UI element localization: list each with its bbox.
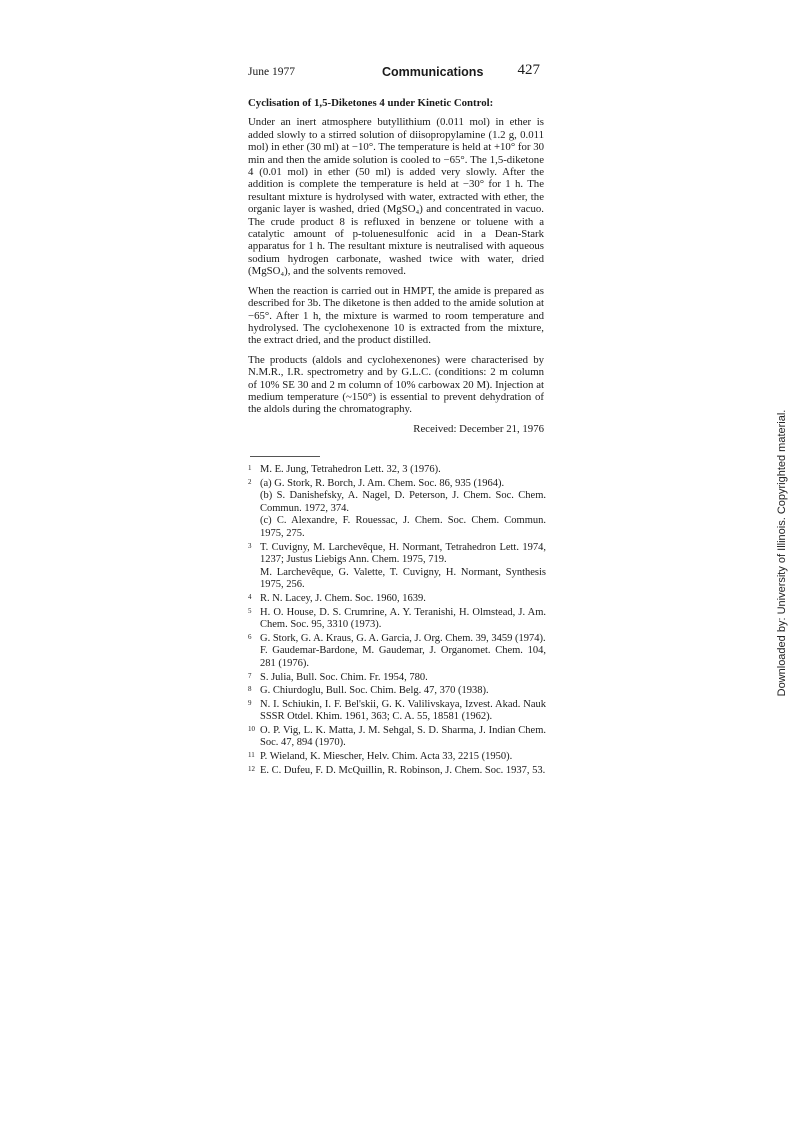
reference-line: G. Chiurdoglu, Bull. Soc. Chim. Belg. 47, 370 (1938). bbox=[260, 685, 489, 697]
paragraph: The products (aldols and cyclohexenones) were characterised by N.M.R., I.R. spectrometry and by G.L.C. (conditions: 2 m column of 10% SE 30 and 2 m column of 10% carbowax 20 M). Injection at medium temperature (~150°) is essential to prevent dehydration of the aldols during the chromatography. bbox=[248, 353, 544, 416]
reference-number: 4 bbox=[248, 592, 252, 601]
article-body bbox=[248, 97, 544, 442]
reference-number: 7 bbox=[248, 671, 252, 680]
header-section: Communications bbox=[382, 65, 484, 79]
reference-number: 6 bbox=[248, 632, 252, 641]
reference-line: F. Gaudemar-Bardone, M. Gaudemar, J. Organomet. Chem. 104, 281 (1976). bbox=[260, 645, 546, 669]
header-date: June 1977 bbox=[248, 66, 295, 78]
reference-number: 9 bbox=[248, 698, 252, 707]
reference-line: E. C. Dufeu, F. D. McQuillin, R. Robinson, J. Chem. Soc. 1937, 53. bbox=[260, 764, 546, 776]
received-date: Received: December 21, 1976 bbox=[413, 422, 544, 435]
reference-item bbox=[248, 685, 546, 698]
reference-line: (a) G. Stork, R. Borch, J. Am. Chem. Soc. 86, 935 (1964). bbox=[260, 477, 505, 489]
reference-item bbox=[248, 593, 546, 606]
reference-item bbox=[248, 672, 546, 685]
reference-item bbox=[248, 542, 546, 592]
paragraph: Under an inert atmosphere butyllithium (0.011 mol) in ether is added slowly to a stirred solution of diisopropylamine (1.2 g, 0.011 mol) in ether (30 ml) at −10°. The temperature is held at +10° for 30 min and then the amide solution is cooled to −65°. The 1,5-diketone 4 (0.01 mol) in ether (50 ml) is added very slowly. After the addition is complete the temperature is held at −30° for 1 h. The resultant mixture is hydrolysed with water, extracted with ether, the organic layer is washed, dried (MgSO₄) and concentrated in vacuo. The crude product 8 is refluxed in benzene or toluene with a catalytic amount of p-toluenesulfonic acid in a Dean-Stark apparatus for 1 h. The resultant mixture is neutralised with aqueous sodium hydrogen carbonate, washed twice with water, dried (MgSO₄), and the solvents removed. bbox=[248, 116, 544, 278]
reference-number: 1 bbox=[248, 464, 252, 472]
reference-line: T. Cuvigny, M. Larchevêque, H. Normant, Tetrahedron Lett. 1974, 1237; Justus Liebigs Ann. Chem. 1975, 719. bbox=[260, 541, 546, 566]
reference-item bbox=[248, 464, 546, 477]
reference-item bbox=[248, 478, 546, 541]
reference-line: (c) C. Alexandre, F. Rouessac, J. Chem. Soc. Chem. Commun. 1975, 275. bbox=[260, 515, 546, 539]
reference-number: 10 bbox=[248, 724, 255, 733]
reference-number: 11 bbox=[248, 751, 255, 760]
reference-item bbox=[248, 699, 546, 724]
reference-line: M. Larchevêque, G. Valette, T. Cuvigny, H. Normant, Synthesis 1975, 256. bbox=[260, 566, 546, 591]
reference-item bbox=[248, 751, 546, 764]
procedure-title: Cyclisation of 1,5-Diketones 4 under Kinetic Control: bbox=[248, 97, 494, 109]
reference-line: N. I. Schiukin, I. F. Bel'skii, G. K. Valilivskaya, Izvest. Akad. Nauk SSSR Otdel. Khim. 1961, 363; C. A. 55, 18581 (1962). bbox=[260, 698, 546, 723]
reference-number: 2 bbox=[248, 477, 252, 486]
reference-line: O. P. Vig, L. K. Matta, J. M. Sehgal, S. D. Sharma, J. Indian Chem. Soc. 47, 894 (1970). bbox=[260, 724, 546, 749]
reference-item bbox=[248, 725, 546, 750]
reference-item bbox=[248, 633, 546, 671]
reference-item bbox=[248, 607, 546, 632]
reference-number: 12 bbox=[248, 764, 255, 773]
reference-number: 8 bbox=[248, 685, 252, 694]
reference-number: 5 bbox=[248, 606, 252, 615]
reference-line: S. Julia, Bull. Soc. Chim. Fr. 1954, 780. bbox=[260, 671, 428, 683]
page-number: 427 bbox=[517, 62, 540, 78]
reference-line: M. E. Jung, Tetrahedron Lett. 32, 3 (1976). bbox=[260, 464, 441, 475]
reference-line: H. O. House, D. S. Crumrine, A. Y. Teranishi, H. Olmstead, J. Am. Chem. Soc. 95, 3310 (1973). bbox=[260, 606, 546, 631]
reference-line: G. Stork, G. A. Kraus, G. A. Garcia, J. Org. Chem. 39, 3459 (1974). bbox=[260, 632, 546, 644]
reference-line: (b) S. Danishefsky, A. Nagel, D. Peterson, J. Chem. Soc. Chem. Commun. 1972, 374. bbox=[260, 490, 546, 514]
download-watermark: Downloaded by: University of Illinois. Copyrighted material. bbox=[776, 409, 788, 697]
paragraph: When the reaction is carried out in HMPT, the amide is prepared as described for 3b. The diketone is then added to the amide solution at −65°. After 1 h, the mixture is warmed to room temperature and hydrolysed. The cyclohexenone 10 is extracted from the mixture, the extract dried, and the product distilled. bbox=[248, 284, 544, 347]
reference-item bbox=[248, 765, 546, 778]
reference-line: R. N. Lacey, J. Chem. Soc. 1960, 1639. bbox=[260, 592, 426, 604]
reference-number: 3 bbox=[248, 541, 252, 550]
reference-line: P. Wieland, K. Miescher, Helv. Chim. Acta 33, 2215 (1950). bbox=[260, 751, 513, 763]
footnote-divider bbox=[250, 456, 320, 457]
reference-list bbox=[248, 464, 546, 778]
page-header bbox=[248, 62, 540, 84]
